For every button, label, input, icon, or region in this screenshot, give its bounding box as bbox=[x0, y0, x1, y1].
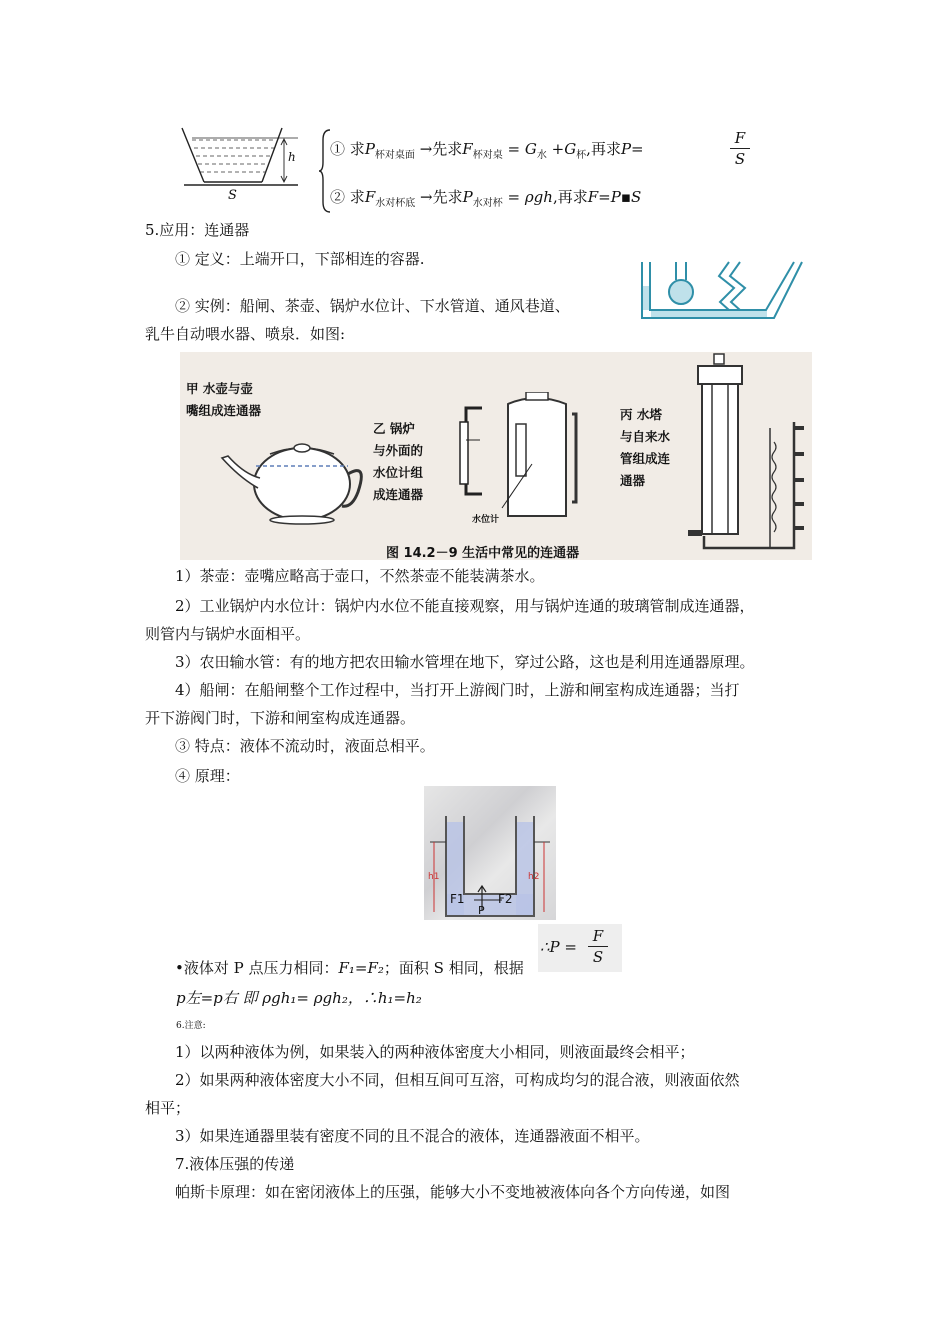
connected-vessels-icon bbox=[634, 256, 804, 328]
item-lock-b: 开下游阀门时，下游和闸室构成连通器。 bbox=[145, 709, 416, 727]
section6-item-3: 3）如果连通器里装有密度不同的且不混合的液体，连通器液面不相平。 bbox=[175, 1127, 650, 1145]
label-jia-1: 甲 水壶与壶 bbox=[186, 381, 253, 396]
label-bing-3: 管组成连 bbox=[620, 451, 671, 466]
label-yi-2: 与外面的 bbox=[373, 443, 424, 458]
principle-diagram bbox=[424, 786, 556, 920]
label-water-gauge: 水位计 bbox=[472, 515, 500, 525]
section6-item-1: 1）以两种液体为例，如果装入的两种液体密度大小相同，则液面最终会相平； bbox=[175, 1043, 695, 1061]
item-lock-a: 4）船闸：在船闸整个工作过程中，当打开上游阀门时，上游和闸室构成连通器；当打 bbox=[175, 681, 740, 699]
section6-title: 6.注意: bbox=[176, 1021, 206, 1031]
section6-item-2b: 相平； bbox=[145, 1099, 191, 1117]
label-yi-3: 水位计组 bbox=[373, 465, 424, 480]
label-h2: h2 bbox=[528, 872, 540, 882]
water-tower-icon bbox=[684, 352, 812, 560]
item-principle: ④ 原理： bbox=[175, 767, 240, 785]
item-boiler-b: 则管内与锅炉水面相平。 bbox=[145, 625, 311, 643]
label-P: P bbox=[478, 904, 485, 917]
figure-life-connectors bbox=[180, 352, 812, 560]
formula-line-2: ② 求$F_{水对杯底}$ →先求$P_{水对杯} = \rho gh$,再求F=P▪S bbox=[330, 188, 642, 209]
label-bing-2: 与自来水 bbox=[620, 429, 671, 444]
cup-diagram bbox=[178, 124, 298, 206]
label-F1: F1 bbox=[450, 892, 465, 906]
item-feature: ③ 特点：液体不流动时，液面总相平。 bbox=[175, 737, 435, 755]
section7-title: 7.液体压强的传递 bbox=[175, 1155, 295, 1173]
principle-result: p左=p右 即 ρgh₁= ρgh₂，∴h₁=h₂ bbox=[176, 989, 422, 1007]
label-bing-1: 丙 水塔 bbox=[620, 407, 662, 422]
formula-line-1: ① 求$P_{杯对桌面}$ →先求$F_{杯对桌} = G_水 +G_杯$,再求P= bbox=[330, 140, 644, 161]
principle-line: •液体对 P 点压力相同：F₁=F₂；面积 S 相同，根据 bbox=[175, 959, 524, 977]
principle-fraction: ∴P = F S bbox=[538, 924, 622, 972]
cup-h-label: h bbox=[288, 150, 296, 164]
label-bing-4: 通器 bbox=[620, 473, 646, 488]
section7-text: 帕斯卡原理：如在密闭液体上的压强，能够大小不变地被液体向各个方向传递，如图 bbox=[175, 1183, 731, 1201]
section5-examples-a: ② 实例：船闸、茶壶、锅炉水位计、下水管道、通风巷道、 bbox=[175, 297, 570, 315]
figure-caption: 图 14.2－9 生活中常见的连通器 bbox=[386, 546, 580, 561]
label-F2: F2 bbox=[498, 892, 513, 906]
label-h1: h1 bbox=[428, 872, 440, 882]
item-teapot: 1）茶壶：壶嘴应略高于壶口，不然茶壶不能装满茶水。 bbox=[175, 567, 545, 585]
cup-s-label: S bbox=[228, 188, 237, 203]
section5-title: 5.应用：连通器 bbox=[145, 221, 250, 239]
teapot-icon bbox=[220, 422, 370, 527]
section5-definition: ① 定义：上端开口，下部相连的容器. bbox=[175, 250, 425, 268]
label-yi-1: 乙 锅炉 bbox=[373, 421, 415, 436]
section6-item-2a: 2）如果两种液体密度大小不同，但相互间可互溶，可构成均匀的混合液，则液面依然 bbox=[175, 1071, 740, 1089]
boiler-icon bbox=[452, 392, 594, 528]
item-irrigation: 3）农田输水管：有的地方把农田输水管埋在地下，穿过公路，这也是利用连通器原理。 bbox=[175, 653, 755, 671]
formula-fraction: F S bbox=[730, 128, 750, 169]
item-boiler-a: 2）工业锅炉内水位计：锅炉内水位不能直接观察，用与锅炉连通的玻璃管制成连通器， bbox=[175, 597, 755, 615]
label-jia-2: 嘴组成连通器 bbox=[186, 403, 262, 418]
section5-examples-b: 乳牛自动喂水器、喷泉．如图: bbox=[145, 325, 346, 343]
label-yi-4: 成连通器 bbox=[373, 487, 424, 502]
